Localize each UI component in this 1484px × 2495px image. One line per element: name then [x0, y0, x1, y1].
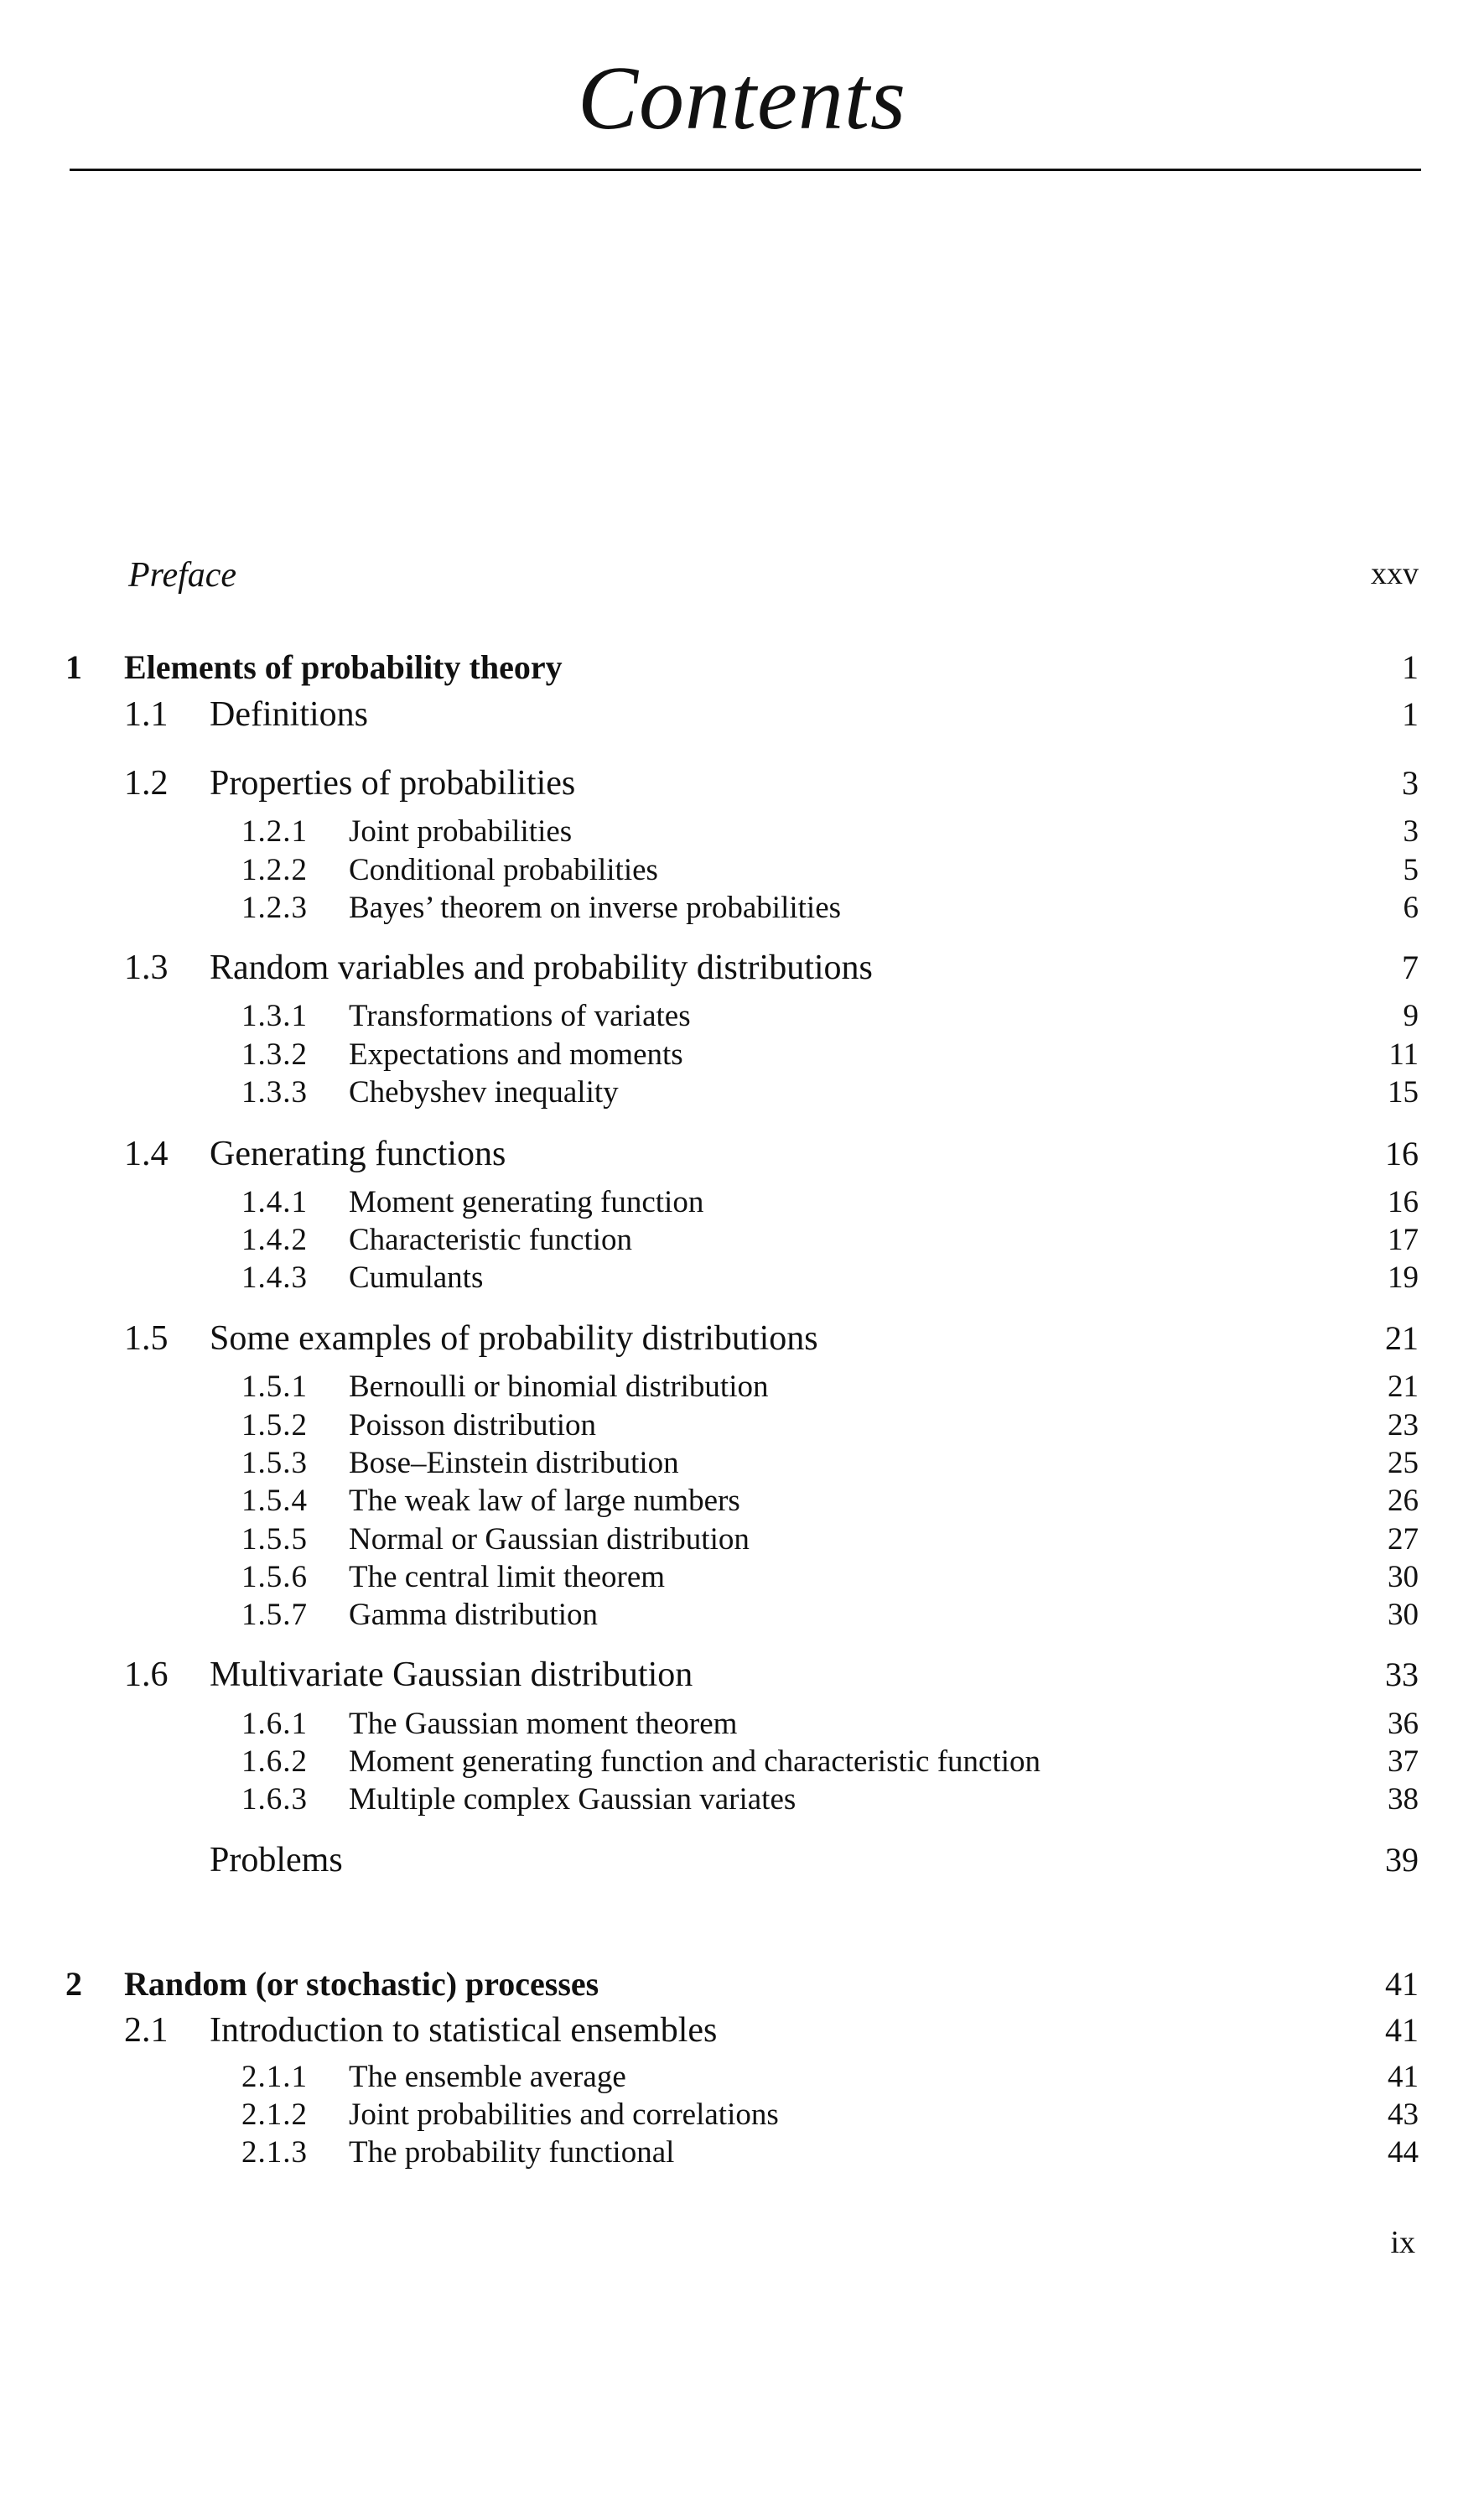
toc-entry-section[interactable]	[0, 2010, 1484, 2057]
entry-number: 1.2	[124, 764, 169, 803]
entry-title: Introduction to statistical ensembles	[210, 2011, 718, 2050]
entry-number: 1.2.1	[241, 814, 308, 849]
entry-number: 2.1.1	[241, 2060, 308, 2094]
entry-title: Chebyshev inequality	[349, 1075, 619, 1110]
entry-title: Random (or stochastic) processes	[124, 1965, 599, 2003]
entry-title: Moment generating function and characteristic function	[349, 1744, 1041, 1779]
entry-title: Random variables and probability distributions	[210, 949, 873, 987]
entry-page-number: 43	[1388, 2097, 1419, 2132]
entry-number: 1.6.3	[241, 1782, 308, 1817]
entry-page-number: 3	[1403, 814, 1419, 849]
entry-number: 2.1.2	[241, 2097, 308, 2132]
toc-entry-sub[interactable]	[0, 1781, 1484, 1828]
entry-page-number: 9	[1403, 999, 1419, 1033]
entry-number: 1.5.1	[241, 1370, 308, 1404]
entry-title: Characteristic function	[349, 1223, 633, 1257]
entry-page-number: 26	[1388, 1484, 1419, 1518]
entry-page-number: 3	[1402, 764, 1419, 802]
entry-title: Gamma distribution	[349, 1598, 598, 1632]
entry-title: Some examples of probability distributions	[210, 1319, 818, 1358]
toc-entry-preface[interactable]	[0, 555, 1484, 602]
entry-page-number: 11	[1388, 1037, 1419, 1072]
entry-title: The ensemble average	[349, 2060, 626, 2094]
entry-number: 1.4.2	[241, 1223, 308, 1257]
entry-title: The central limit theorem	[349, 1560, 666, 1594]
entry-page-number: xxv	[1371, 556, 1419, 591]
entry-number: 1.6.1	[241, 1707, 308, 1741]
entry-number: 1.5	[124, 1319, 169, 1358]
entry-number: 1.5.2	[241, 1408, 308, 1442]
toc-entry-section[interactable]	[0, 694, 1484, 741]
entry-number: 1.2.3	[241, 891, 308, 925]
entry-title: Bayes’ theorem on inverse probabilities	[349, 891, 842, 925]
entry-page-number: 41	[1388, 2060, 1419, 2094]
page-number: ix	[1390, 2225, 1415, 2260]
entry-page-number: 1	[1402, 648, 1419, 686]
entry-page-number: 7	[1402, 949, 1419, 986]
entry-title: Poisson distribution	[349, 1408, 597, 1442]
entry-number: 2.1.3	[241, 2135, 308, 2170]
entry-number: 1.4.3	[241, 1260, 308, 1295]
entry-page-number: 30	[1388, 1598, 1419, 1632]
toc-entry-sub[interactable]	[0, 1260, 1484, 1307]
entry-number: 1.5.5	[241, 1522, 308, 1557]
entry-page-number: 41	[1385, 2011, 1419, 2049]
entry-number: 1.2.2	[241, 853, 308, 887]
entry-page-number: 21	[1385, 1319, 1419, 1357]
entry-number: 1.5.4	[241, 1484, 308, 1518]
entry-number: 1	[65, 648, 82, 686]
entry-page-number: 19	[1388, 1260, 1419, 1295]
entry-page-number: 44	[1388, 2135, 1419, 2170]
entry-title: Properties of probabilities	[210, 764, 576, 803]
entry-title: Elements of probability theory	[124, 648, 563, 686]
entry-number: 1.1	[124, 695, 169, 734]
toc-entry-section[interactable]	[0, 1134, 1484, 1181]
entry-title: Moment generating function	[349, 1185, 704, 1219]
entry-page-number: 39	[1385, 1841, 1419, 1879]
toc-entry-section[interactable]	[0, 1655, 1484, 1702]
entry-number: 1.3.1	[241, 999, 308, 1033]
entry-title: The probability functional	[349, 2135, 675, 2170]
toc-entry-section[interactable]	[0, 948, 1484, 995]
entry-number: 1.6	[124, 1656, 169, 1694]
entry-page-number: 37	[1388, 1744, 1419, 1779]
entry-page-number: 21	[1388, 1370, 1419, 1404]
entry-number: 1.3	[124, 949, 169, 987]
toc-entry-sub[interactable]	[0, 890, 1484, 937]
entry-page-number: 41	[1385, 1965, 1419, 2003]
entry-page-number: 23	[1388, 1408, 1419, 1442]
toc-entry-section[interactable]	[0, 763, 1484, 810]
entry-number: 1.5.3	[241, 1446, 308, 1480]
entry-page-number: 6	[1403, 891, 1419, 925]
entry-title: Definitions	[210, 695, 368, 734]
entry-page-number: 5	[1403, 853, 1419, 887]
entry-title: Preface	[128, 556, 237, 595]
entry-title: Multivariate Gaussian distribution	[210, 1656, 693, 1694]
entry-title: Multiple complex Gaussian variates	[349, 1782, 796, 1817]
entry-title: Transformations of variates	[349, 999, 691, 1033]
entry-title: Joint probabilities and correlations	[349, 2097, 779, 2132]
entry-number: 1.5.7	[241, 1598, 308, 1632]
entry-number: 1.6.2	[241, 1744, 308, 1779]
page-heading: Contents	[577, 49, 906, 148]
entry-page-number: 38	[1388, 1782, 1419, 1817]
entry-title: Normal or Gaussian distribution	[349, 1522, 750, 1557]
entry-page-number: 36	[1388, 1707, 1419, 1741]
entry-number: 1.4	[124, 1135, 169, 1173]
toc-entry-sub[interactable]	[0, 2134, 1484, 2181]
entry-title: Generating functions	[210, 1135, 506, 1173]
entry-page-number: 16	[1388, 1185, 1419, 1219]
toc-entry-chapter[interactable]	[0, 647, 1484, 694]
entry-title: The weak law of large numbers	[349, 1484, 740, 1518]
entry-number: 1.3.2	[241, 1037, 308, 1072]
entry-title: Bernoulli or binomial distribution	[349, 1370, 769, 1404]
toc-entry-section[interactable]	[0, 1318, 1484, 1365]
entry-title: Cumulants	[349, 1260, 484, 1295]
entry-number: 2	[65, 1965, 82, 2003]
entry-number: 1.4.1	[241, 1185, 308, 1219]
entry-page-number: 1	[1402, 695, 1419, 733]
toc-entry-problems[interactable]	[0, 1840, 1484, 1887]
entry-page-number: 16	[1385, 1135, 1419, 1172]
entry-title: Bose–Einstein distribution	[349, 1446, 679, 1480]
toc-entry-sub[interactable]	[0, 1074, 1484, 1121]
entry-title: Joint probabilities	[349, 814, 573, 849]
entry-number: 2.1	[124, 2011, 169, 2050]
entry-title: Problems	[210, 1841, 343, 1879]
entry-page-number: 17	[1388, 1223, 1419, 1257]
toc-entry-sub[interactable]	[0, 1597, 1484, 1644]
entry-number: 1.3.3	[241, 1075, 308, 1110]
entry-page-number: 27	[1388, 1522, 1419, 1557]
entry-page-number: 30	[1388, 1560, 1419, 1594]
entry-page-number: 25	[1388, 1446, 1419, 1480]
entry-page-number: 15	[1388, 1075, 1419, 1110]
entry-number: 1.5.6	[241, 1560, 308, 1594]
entry-title: Conditional probabilities	[349, 853, 658, 887]
entry-title: Expectations and moments	[349, 1037, 683, 1072]
entry-title: The Gaussian moment theorem	[349, 1707, 738, 1741]
entry-page-number: 33	[1385, 1656, 1419, 1693]
toc-entry-chapter[interactable]	[0, 1964, 1484, 2011]
